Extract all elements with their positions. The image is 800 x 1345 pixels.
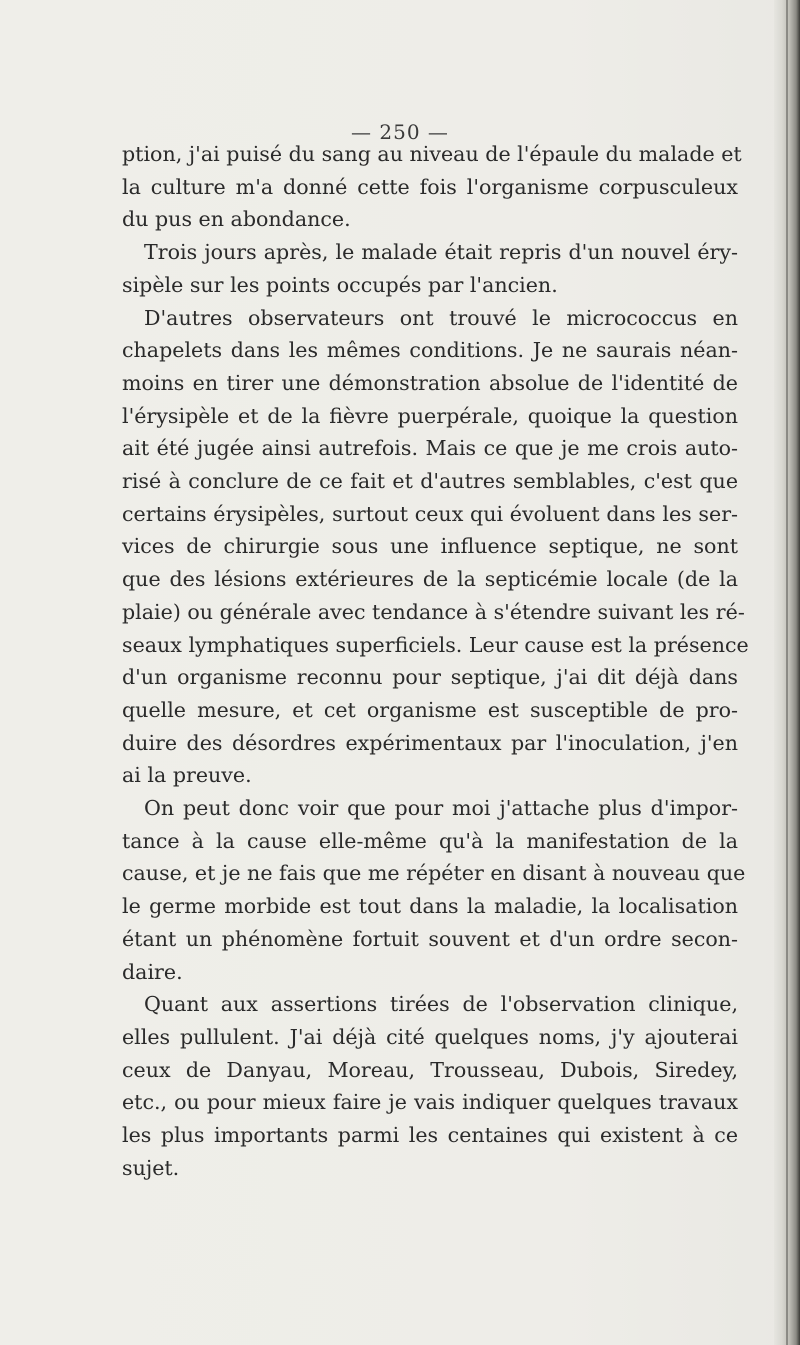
body-text	[122, 138, 749, 1185]
page-edge-line	[786, 0, 788, 1345]
text-line: duire des désordres expérimentaux par l'inoculation, j'en	[122, 730, 738, 755]
text-line: sipèle sur les points occupés par l'ancien.	[122, 272, 558, 297]
text-line: étant un phénomène fortuit souvent et d'un ordre secon-	[122, 926, 738, 951]
text-line: tance à la cause elle-même qu'à la manifestation de la	[122, 828, 738, 853]
text-line: ption, j'ai puisé du sang au niveau de l'épaule du malade et	[122, 142, 742, 166]
text-line: chapelets dans les mêmes conditions. Je ne saurais néan-	[122, 338, 738, 363]
text-line: certains érysipèles, surtout ceux qui évoluent dans les ser-	[122, 501, 738, 526]
text-line: elles pullulent. J'ai déjà cité quelques noms, j'y ajouterai	[122, 1024, 738, 1049]
text-line: D'autres observateurs ont trouvé le micrococcus en	[144, 305, 738, 330]
text-line: seaux lymphatiques superficiels. Leur cause est la présence	[122, 632, 749, 657]
text-line: ai la preuve.	[122, 763, 252, 788]
text-line: l'érysipèle et de la fièvre puerpérale, quoique la question	[122, 403, 738, 428]
text-line: moins en tirer une démonstration absolue de l'identité de	[122, 370, 738, 395]
text-line: d'un organisme reconnu pour septique, j'ai dit déjà dans	[122, 665, 738, 690]
text-line: risé à conclure de ce fait et d'autres semblables, c'est que	[122, 469, 738, 494]
page-number: — 250 —	[351, 120, 449, 144]
text-line: cause, et je ne fais que me répéter en disant à nouveau que	[122, 861, 746, 886]
text-line: Trois jours après, le malade était repris d'un nouvel éry-	[144, 240, 738, 265]
text-line: le germe morbide est tout dans la maladie, la localisation	[122, 894, 738, 919]
text-line: la culture m'a donné cette fois l'organisme corpusculeux	[122, 174, 738, 199]
text-line: daire.	[122, 959, 183, 984]
text-line: que des lésions extérieures de la septicémie locale (de la	[122, 567, 738, 592]
text-line: ceux de Danyau, Moreau, Trousseau, Dubois, Siredey,	[122, 1057, 738, 1082]
text-line: du pus en abondance.	[122, 207, 351, 232]
text-line: Quant aux assertions tirées de l'observation clinique,	[144, 992, 738, 1017]
text-line: etc., ou pour mieux faire je vais indiquer quelques travaux	[122, 1090, 738, 1115]
text-line: plaie) ou générale avec tendance à s'étendre suivant les ré-	[122, 599, 745, 624]
text-line: les plus importants parmi les centaines qui existent à ce	[122, 1123, 738, 1148]
text-line: sujet.	[122, 1155, 180, 1180]
text-line: vices de chirurgie sous une influence septique, ne sont	[122, 534, 738, 559]
text-line: On peut donc voir que pour moi j'attache plus d'impor-	[144, 796, 738, 821]
text-line: ait été jugée ainsi autrefois. Mais ce que je me crois auto-	[122, 436, 738, 461]
text-line: quelle mesure, et cet organisme est susceptible de pro-	[122, 697, 738, 722]
